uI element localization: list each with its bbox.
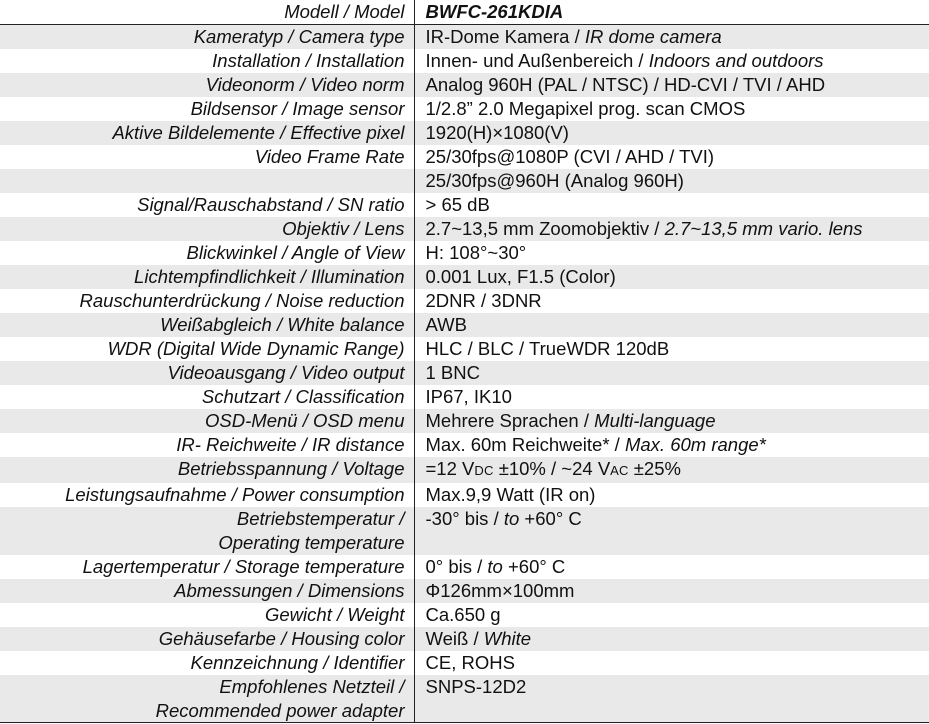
label-de: Empfohlenes Netzteil [219,676,395,697]
spec-label: Gehäusefarbe / Housing color [0,627,414,651]
spec-value: 1/2.8” 2.0 Megapixel prog. scan CMOS [414,97,929,121]
spec-row-wdr [0,337,929,361]
label-de: Gewicht [265,604,332,625]
spec-value: Weiß / White [414,627,929,651]
voltage-part: ±25% [628,458,681,479]
spec-row-frame-rate-cont [0,169,929,193]
spec-row-osd-menu [0,409,929,433]
spec-row-power-adapter [0,675,929,723]
spec-label: Gewicht / Weight [0,603,414,627]
spec-label: Weißabgleich / White balance [0,313,414,337]
spec-table-body [0,25,929,724]
spec-label: Lichtempfindlichkeit / Illumination [0,265,414,289]
header-label-de: Modell [284,1,339,22]
spec-row-dimensions [0,579,929,603]
label-en: OSD menu [312,410,405,431]
spec-row-white-balance [0,313,929,337]
spec-value: CE, ROHS [414,651,929,675]
value-en: Indoors and outdoors [648,50,824,71]
label-en: Classification [295,386,405,407]
spec-row-installation [0,49,929,73]
spec-value [414,555,929,579]
spec-label: Installation / Installation [0,49,414,73]
label-de: Lichtempfindlichkeit [134,266,296,287]
spec-value: 25/30fps@960H (Analog 960H) [414,169,929,193]
spec-value: HLC / BLC / TrueWDR 120dB [414,337,929,361]
label-de: Objektiv [282,218,349,239]
value-de: Mehrere Sprachen [425,410,579,431]
spec-label: Videoausgang / Video output [0,361,414,385]
label-en: Lens [364,218,405,239]
label-en: White balance [287,314,405,335]
spec-row-image-sensor [0,97,929,121]
spec-label: Schutzart / Classification [0,385,414,409]
temp-part: +60° C [519,508,582,529]
spec-label: Leistungsaufnahme / Power consumption [0,483,414,507]
label-de: Schutzart [201,386,281,407]
spec-label: Kameratyp / Camera type [0,25,414,50]
spec-value: Mehrere Sprachen / Multi-language [414,409,929,433]
temp-part: 0° bis / [425,556,488,577]
spec-label: IR- Reichweite / IR distance [0,433,414,457]
spec-label: Bildsensor / Image sensor [0,97,414,121]
temp-part: -30° bis / [425,508,504,529]
spec-row-ir-distance [0,433,929,457]
label-en: Effective pixel [290,122,405,143]
label-de: IR- Reichweite [176,434,297,455]
spec-value: IR-Dome Kamera / IR dome camera [414,25,929,50]
spec-row-storage-temperature [0,555,929,579]
label-de: Rauschunterdrückung [79,290,261,311]
spec-row-operating-temperature [0,507,929,555]
spec-value: Φ126mm×100mm [414,579,929,603]
voltage-subscript: DC [474,463,494,478]
spec-row-voltage [0,457,929,483]
spec-value [414,457,929,483]
spec-value [414,507,929,555]
spec-row-angle-of-view [0,241,929,265]
label-en: Illumination [310,266,405,287]
spec-row-identifier [0,651,929,675]
label-en: IR distance [311,434,405,455]
spec-row-camera-type [0,25,929,50]
label-de: Installation [212,50,301,71]
label-de: Betriebsspannung [177,458,328,479]
spec-value: Max.9,9 Watt (IR on) [414,483,929,507]
spec-label: Video Frame Rate [0,145,414,169]
value-en: White [483,628,532,649]
label-de: Leistungsaufnahme [65,484,227,505]
spec-label: Videonorm / Video norm [0,73,414,97]
label-en: SN ratio [337,194,405,215]
spec-value: > 65 dB [414,193,929,217]
spec-row-effective-pixel [0,121,929,145]
spec-value: IP67, IK10 [414,385,929,409]
spec-label: Objektiv / Lens [0,217,414,241]
spec-label: Abmessungen / Dimensions [0,579,414,603]
spec-label [0,169,414,193]
label-de: Bildsensor [190,98,277,119]
spec-row-lens [0,217,929,241]
value-de: Max. 60m Reichweite* [425,434,610,455]
spec-label: Lagertemperatur / Storage temperature [0,555,414,579]
header-label-en: Model [354,1,405,22]
spec-row-video-norm [0,73,929,97]
temp-part-en: to [487,556,503,577]
spec-row-frame-rate [0,145,929,169]
label-en: Camera type [298,26,405,47]
value-en: Max. 60m range* [624,434,766,455]
spec-label: Aktive Bildelemente / Effective pixel [0,121,414,145]
value-en: 2.7~13,5 mm vario. lens [664,218,863,239]
spec-row-illumination [0,265,929,289]
voltage-part: =12 V [425,458,475,479]
spec-label: Blickwinkel / Angle of View [0,241,414,265]
label-en: Video norm [310,74,405,95]
spec-value: AWB [414,313,929,337]
spec-value: Max. 60m Reichweite* / Max. 60m range* [414,433,929,457]
label-en: Weight [347,604,405,625]
spec-label: Rauschunterdrückung / Noise reduction [0,289,414,313]
header-model-value: BWFC-261KDIA [414,0,929,25]
spec-label: OSD-Menü / OSD menu [0,409,414,433]
label-en: Identifier [333,652,405,673]
label-de: Lagertemperatur [82,556,220,577]
value-en: IR dome camera [584,26,722,47]
temp-part-en: to [503,508,520,529]
value-en: Multi-language [594,410,716,431]
spec-row-sn-ratio [0,193,929,217]
label-de: Betriebstemperatur [236,508,395,529]
spec-value: H: 108°~30° [414,241,929,265]
spec-row-weight [0,603,929,627]
spec-label: Betriebsspannung / Voltage [0,457,414,483]
temp-part: +60° C [502,556,566,577]
spec-value: Ca.650 g [414,603,929,627]
label-en: Installation [316,50,405,71]
spec-value: 2DNR / 3DNR [414,289,929,313]
spec-label: Kennzeichnung / Identifier [0,651,414,675]
spec-row-housing-color [0,627,929,651]
label-en: Operating temperature [218,532,405,553]
spec-value: SNPS-12D2 [414,675,929,723]
bottom-rule [0,722,929,723]
label-de: Signal/Rauschabstand [137,194,323,215]
label-en: Image sensor [292,98,405,119]
spec-row-noise-reduction [0,289,929,313]
spec-row-video-output [0,361,929,385]
spec-label: Betriebstemperatur / Operating temperature [0,507,414,555]
spec-value: 2.7~13,5 mm Zoomobjektiv / 2.7~13,5 mm vario. lens [414,217,929,241]
voltage-part: ±10% / ~24 V [493,458,611,479]
label-en: Housing color [291,628,405,649]
spec-label: WDR (Digital Wide Dynamic Range) [0,337,414,361]
spec-value: 25/30fps@1080P (CVI / AHD / TVI) [414,145,929,169]
spec-value: 0.001 Lux, F1.5 (Color) [414,265,929,289]
label-de: Weißabgleich [160,314,272,335]
label-de: Blickwinkel [186,242,277,263]
spec-value: Innen- und Außenbereich / Indoors and outdoors [414,49,929,73]
spec-value: Analog 960H (PAL / NTSC) / HD-CVI / TVI / AHD [414,73,929,97]
label-en: Storage temperature [234,556,405,577]
value-de: Innen- und Außenbereich [425,50,634,71]
label-de: OSD-Menü [205,410,298,431]
spec-table-header [0,0,929,25]
label-en: Recommended power adapter [155,700,405,721]
header-row [0,0,929,25]
spec-value: 1920(H)×1080(V) [414,121,929,145]
label-de: Gehäusefarbe [158,628,276,649]
label-en: Dimensions [307,580,405,601]
label-en: Power consumption [242,484,405,505]
label-en: Angle of View [291,242,405,263]
label-en: Voltage [342,458,405,479]
label-de: Kennzeichnung [190,652,319,673]
value-de: IR-Dome Kamera [425,26,570,47]
voltage-subscript: AC [610,463,629,478]
spec-label: Signal/Rauschabstand / SN ratio [0,193,414,217]
value-de: Weiß [425,628,469,649]
label-en: Video output [300,362,405,383]
spec-label: Empfohlenes Netzteil / Recommended power adapter [0,675,414,723]
label-de: Videonorm [205,74,295,95]
value-de: 2.7~13,5 mm Zoomobjektiv [425,218,650,239]
spec-row-power-consumption [0,483,929,507]
label-en: Noise reduction [275,290,405,311]
label-de: Abmessungen [174,580,293,601]
spec-value: 1 BNC [414,361,929,385]
header-label-sep: / [338,1,355,22]
spec-row-classification [0,385,929,409]
label-de: Aktive Bildelemente [112,122,275,143]
header-label [0,0,414,25]
label-de: Kameratyp [193,26,284,47]
label-de: Videoausgang [167,362,286,383]
